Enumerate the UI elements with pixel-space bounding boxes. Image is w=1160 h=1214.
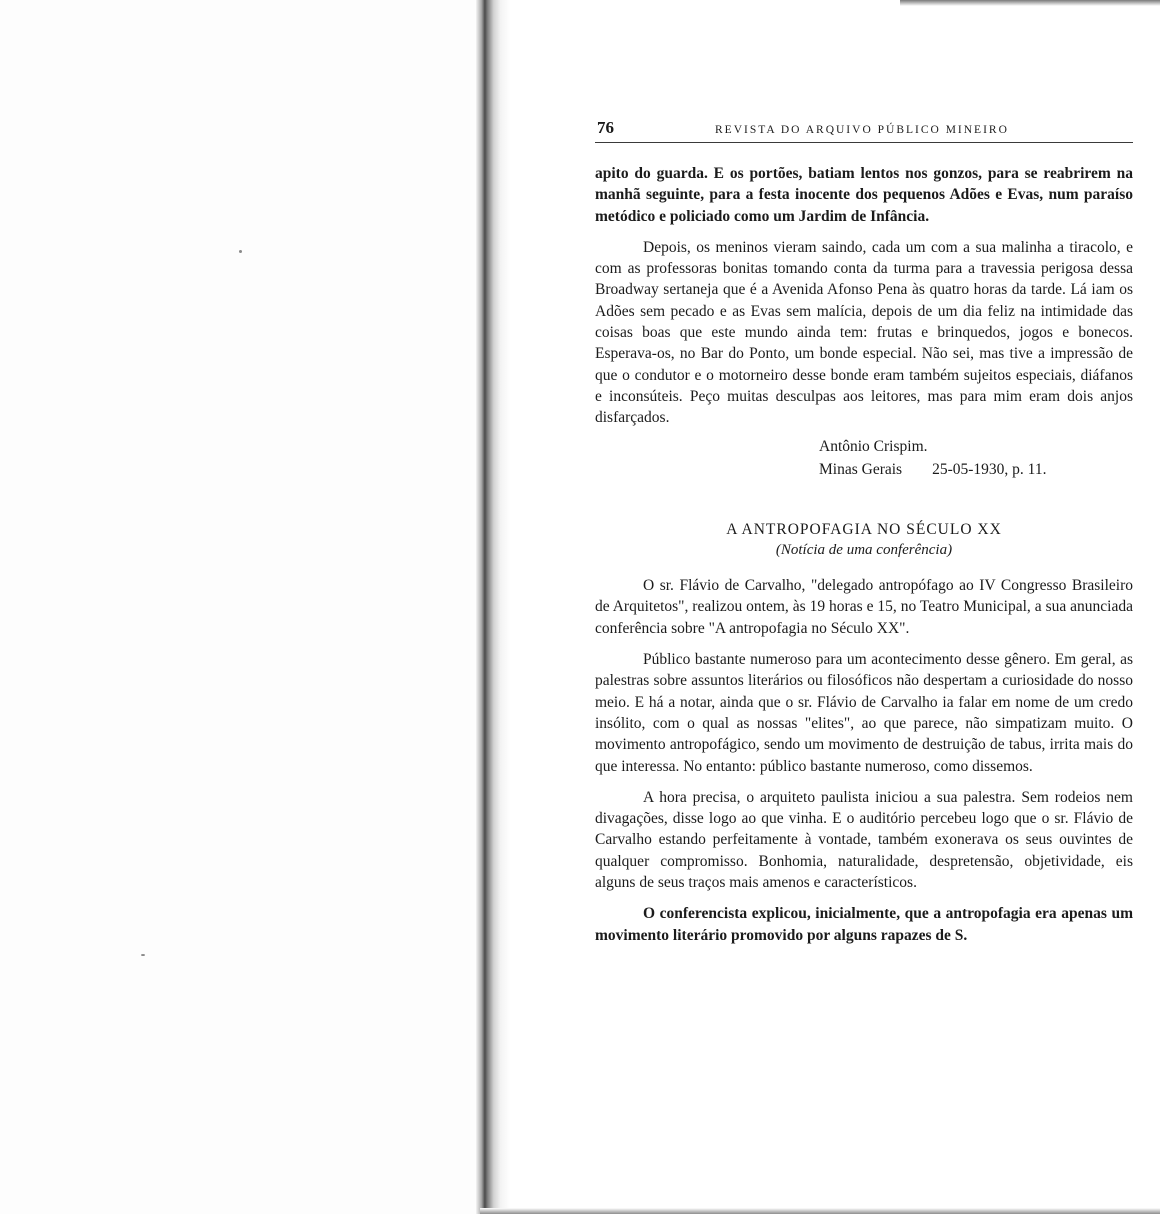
page-number: 76	[597, 118, 614, 137]
blank-left-page	[0, 0, 478, 1214]
intro-paragraph: Depois, os meninos vieram saindo, cada um com a sua malinha a tiracolo, e com as professoras bonitas tomando conta da turma para a travessia perigosa dessa Broadway sertaneja que é a Avenida Afonso Pena às quatro horas da tarde. Lá iam os Adões sem pecado e as Evas sem malícia, depois de um dia feliz na intimidade das coisas boas que este mundo ainda tem: frutas e brinquedos, jogos e bonecos. Esperava-os, no Bar do Ponto, um bonde especial. Não sei, mas tive a impressão de que o condutor e o motorneiro desse bonde eram também sujeitos especiais, diáfanos e inconsúteis. Peço muitas desculpas aos leitores, mas para mim eram dois anjos disfarçados.	[595, 238, 1133, 427]
signature-block	[819, 435, 1133, 481]
header-rule	[595, 142, 1133, 143]
article-body	[595, 575, 1133, 946]
book-gutter	[476, 0, 510, 1214]
article-paragraph: O sr. Flávio de Carvalho, "delegado antropófago ao IV Congresso Brasileiro de Arquitetos", realizou ontem, às 19 horas e 15, no Teatro Municipal, a sua anunciada conferência sobre "A antropofagia no Século XX".	[595, 577, 1133, 637]
article-paragraph: O conferencista explicou, inicialmente, que a antropofagia era apenas um movimento literário promovido por alguns rapazes de S.	[595, 905, 1133, 944]
page-header	[595, 118, 1133, 144]
article-heading	[595, 519, 1133, 562]
scan-speck	[141, 954, 145, 956]
source-line	[819, 458, 1133, 481]
article-paragraph: A hora precisa, o arquiteto paulista iniciou a sua palestra. Sem rodeios nem divagações, disse logo ao que vinha. E o auditório percebeu logo que o sr. Flávio de Carvalho estando perfeitamente à vontade, também exonerava os seus ouvintes de qualquer compromisso. Bonhomia, naturalidade, despretensão, objetividade, eis alguns de seus traços mais amenos e característicos.	[595, 788, 1133, 892]
source-reference: 25-05-1930, p. 11.	[932, 460, 1047, 478]
continuation-paragraph: apito do guarda. E os portões, batiam lentos nos gonzos, para se reabrirem na manhã seguinte, para a festa inocente dos pequenos Adões e Evas, num paraíso metódico e policiado como um Jardim de Infância.	[595, 165, 1133, 225]
scan-speck	[239, 250, 242, 253]
article-title: A ANTROPOFAGIA NO SÉCULO XX	[726, 520, 1002, 538]
author-name: Antônio Crispim.	[819, 437, 928, 455]
article-paragraph: Público bastante numeroso para um acontecimento desse gênero. Em geral, as palestras sobre assuntos literários ou filosóficos não despertam a curiosidade do nosso meio. E há a notar, ainda que o sr. Flávio de Carvalho ia falar em nome de um credo insólito, com o qual as nossas "elites", ao que parece, não simpatizam muito. O movimento antropofágico, sendo um movimento de destruição de tabus, irrita mais do que interessa. No entanto: público bastante numeroso, como dissemos.	[595, 651, 1133, 775]
text-column	[595, 163, 1133, 946]
article-subtitle: (Notícia de uma conferência)	[775, 541, 953, 558]
source-name: Minas Gerais	[819, 460, 903, 478]
bottom-edge-shadow	[480, 1208, 1160, 1214]
running-title: REVISTA DO ARQUIVO PÚBLICO MINEIRO	[715, 124, 1009, 136]
top-edge-shadow	[900, 0, 1160, 6]
